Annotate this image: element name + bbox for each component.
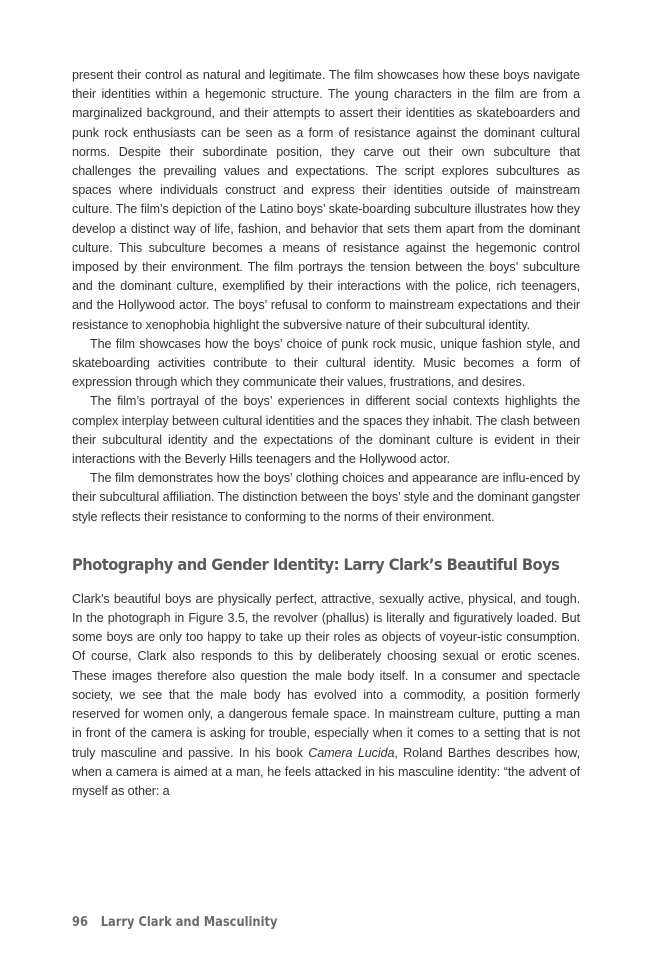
body-paragraph-4: The film demonstrates how the boys’ clothing choices and appearance are influ-enced by their subcultural affiliation. The distinction between the boys’ style and the dominant gangster style reflects their resistance to conforming to the norms of their environment. [72, 471, 580, 524]
body-paragraph-2: The film showcases how the boys’ choice of punk rock music, unique fashion style, and skateboarding activities contribute to their cultural identity. Music becomes a form of expression through which they communicate their values, frustrations, and desires. [72, 336, 580, 390]
book-title: Camera Lucida [308, 745, 395, 760]
section-paragraph-text-1: Clark’s beautiful boys are physically perfect, attractive, sexually active, physical, and tough. In the photograph in Figure 3.5, the revolver (phallus) is literally and figuratively loaded. But some boys are only too happy to take up their roles as objects of voyeur-istic consumption. Of course, Clark also responds to this by deliberately choosing sexual or erotic scenes. These images therefore also question the male body itself. In a consumer and spectacle society, we see that the male body has evolved into a commodity, a position formerly reserved for women only, a dangerous female space. In mainstream culture, putting a man in front of the camera is asking for trouble, especially when it comes to a setting that is not truly masculine and passive. In his book [72, 591, 580, 760]
body-paragraph-1: present their control as natural and legitimate. The film showcases how these boys navigate their identities within a hegemonic structure. The young characters in the film are from a marginalized background, and their attempts to assert their identities as skateboarders and punk rock enthusiasts can be seen as a form of resistance against the dominant cultural norms. Despite their subordinate position, they carve out their own subculture that challenges the prevailing values and expectations. The script explores subcultures as spaces where individuals construct and express their identities outside of mainstream culture. The film’s depiction of the Latino boys’ skate-boarding subculture illustrates how they develop a distinct way of life, fashion, and behavior that sets them apart from the dominant culture. This subculture becomes a means of resistance against the hegemonic control imposed by their environment. The film portrays the tension between the boys’ subculture and the dominant culture, exemplified by their interactions with the police, rich teenagers, and the Hollywood actor. The boys’ refusal to conform to mainstream expectations and their resistance to xenophobia highlight the subversive nature of their subcultural identity. [72, 68, 580, 332]
page-footer [72, 915, 277, 930]
section-heading: Photography and Gender Identity: Larry Clark’s Beautiful Boys [72, 554, 560, 574]
page-content [72, 66, 580, 801]
section-paragraph [72, 590, 580, 801]
running-title: Larry Clark and Masculinity [100, 915, 278, 930]
body-paragraph-3: The film’s portrayal of the boys’ experiences in different social contexts highlights the complex interplay between cultural identities and the spaces they inhabit. The clash between their subcultural identity and the expectations of the dominant culture is evident in their interactions with the Beverly Hills teenagers and the Hollywood actor. [72, 394, 580, 467]
page-number: 96 [72, 915, 88, 930]
section-paragraph-text-2: , Roland Barthes describes how, when a camera is aimed at a man, he feels attacked in his masculine identity: “the advent of myself as other: a [72, 745, 580, 798]
